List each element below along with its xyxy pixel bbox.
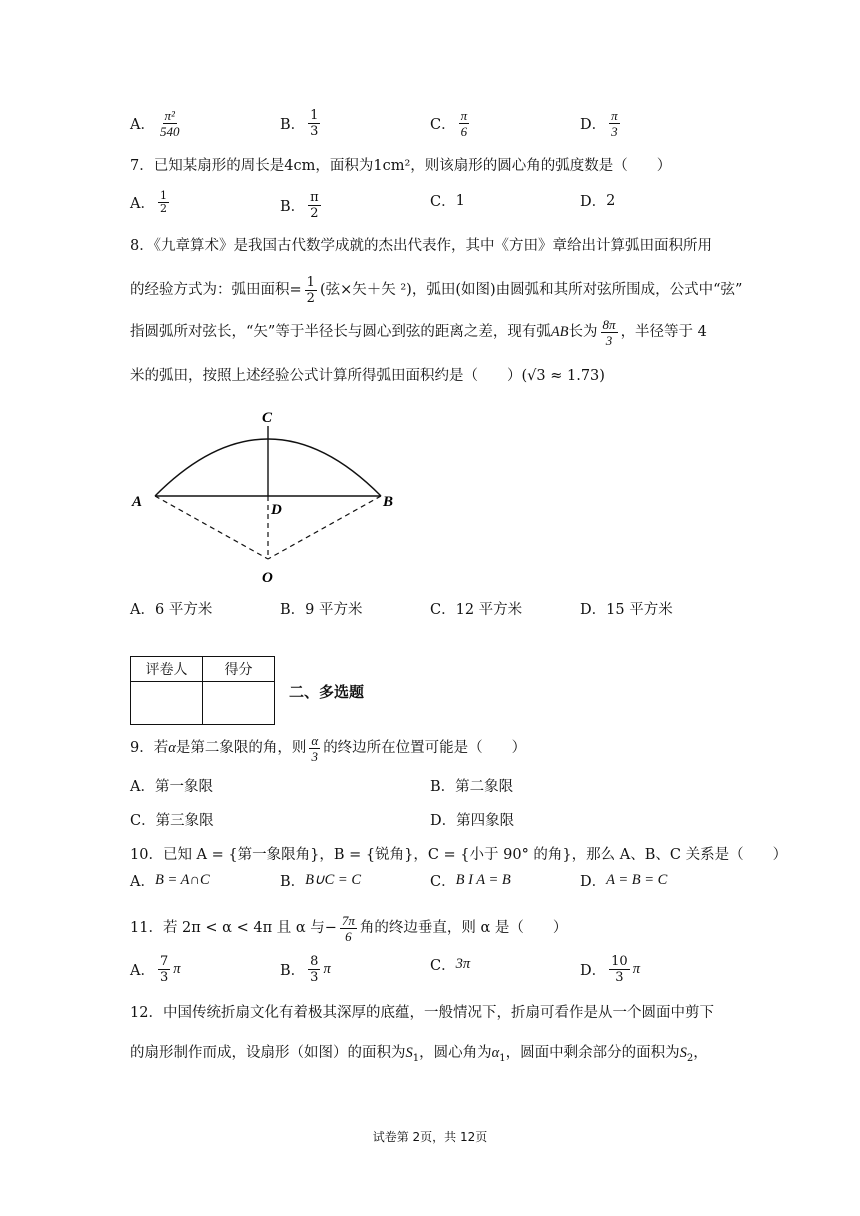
q8-option-a[interactable]: A． 6 平方米 (130, 602, 213, 618)
q10-options (0, 870, 860, 906)
q7-option-d[interactable]: D． 2 (580, 192, 616, 210)
q10-stem: 10．已知 A = {第一象限角}，B = {锐角}，C = {小于 90° 的角}，那么 A、B、C 关系是（ ） (130, 847, 788, 863)
q6-option-b[interactable]: B． $\frac{1}{3}$ (280, 108, 319, 139)
q10-option-a[interactable]: A． B = A∩C (130, 872, 210, 890)
q8-option-c[interactable]: C． 12 平方米 (430, 602, 523, 618)
label-c: C (262, 410, 273, 426)
q8-option-b[interactable]: B． 9 平方米 (280, 602, 363, 618)
score-table-score-cell[interactable] (203, 682, 275, 725)
q9-option-a[interactable]: A．第一象限 (130, 779, 213, 795)
q11-option-a[interactable]: A． $\frac{7}{3}$ π (130, 954, 181, 985)
q7-option-c[interactable]: C． 1 (430, 192, 465, 210)
q9-option-b[interactable]: B．第二象限 (430, 779, 514, 795)
score-table-grader-cell[interactable] (131, 682, 203, 725)
q11-option-b[interactable]: B． $\frac{8}{3}$ π (280, 954, 331, 985)
q9-stem: 9．若 α 是第二象限的角，则 $\frac{\alpha}{3}$ 的终边所在位置可能是（ ） (130, 732, 527, 764)
label-d: D (271, 502, 282, 518)
q6-option-a[interactable]: A． $\frac{\text{π²}}{540}$ (130, 108, 180, 139)
q6-option-d[interactable]: D． $\frac{\pi}{3}$ (580, 108, 618, 139)
q8-line-3: 指圆弧所对弦长，“矢”等于半径长与圆心到弦的距离之差，现有弧 AB 长为 $\frac{8\pi}{3}$ ，半径等于 4 (130, 316, 707, 348)
section-title: 二、多选题 (289, 683, 365, 701)
q7-options (0, 190, 860, 226)
q6-options (0, 108, 860, 144)
q8-options (0, 598, 860, 634)
score-table-header-score: 得分 (203, 657, 275, 682)
q9-option-c[interactable]: C．第三象限 (130, 813, 214, 829)
score-table (130, 656, 275, 725)
q10-option-c[interactable]: C． B I A = B (430, 872, 511, 890)
q7-stem: 7．已知某扇形的周长是4cm，面积为1cm²，则该扇形的圆心角的弧度数是（ ） (130, 158, 672, 174)
segment-bo (268, 496, 381, 559)
q12-line-2: 的扇形制作而成，设扇形（如图）的面积为$S_1$，圆心角为$\alpha_1$，圆面中剩余部分的面积为$S_2$， (130, 1045, 708, 1064)
q8-line-2: 的经验方式为：弧田面积 = $\frac{1}{2}$ (弦×矢＋矢 ²)，弧田(如图)由圆弧和其所对弦所围成，公式中“弦” (130, 274, 743, 306)
label-o: O (262, 570, 273, 586)
q10-option-d[interactable]: D． A = B = C (580, 872, 668, 890)
q8-line-1: 8．《九章算术》是我国古代数学成就的杰出代表作，其中《方田》章给出计算弧田面积所用 (130, 238, 712, 254)
q10-option-b[interactable]: B． B∪C = C (280, 872, 362, 890)
q8-option-d[interactable]: D． 15 平方米 (580, 602, 673, 618)
q8-line-4: 米的弧田，按照上述经验公式计算所得弧田面积约是（ ）(√3 ≈ 1.73) (130, 368, 605, 384)
segment-ao (155, 496, 268, 559)
q7-option-b[interactable]: B． $\frac{\pi}{2}$ (280, 190, 319, 221)
arc-field-figure (125, 404, 405, 594)
page-footer: 试卷第 2页，共 12页 (372, 1130, 488, 1144)
q11-option-c[interactable]: C． 3π (430, 956, 471, 974)
score-table-header-grader: 评卷人 (131, 657, 203, 682)
q7-option-a[interactable]: A． $\frac{1}{2}$ (130, 189, 167, 215)
label-b: B (383, 494, 394, 510)
q6-option-c[interactable]: C． $\frac{\pi}{6}$ (430, 108, 468, 139)
q11-option-d[interactable]: D． $\frac{10}{3}$ π (580, 954, 640, 985)
q9-option-d[interactable]: D．第四象限 (430, 813, 515, 829)
q11-stem: 11．若 2π < α < 4π 且 α 与 − $\frac{7\pi}{6}$ 角的终边垂直，则 α 是（ ） (130, 912, 568, 944)
q11-options (0, 954, 860, 990)
q12-line-1: 12．中国传统折扇文化有着极其深厚的底蕴，一般情况下，折扇可看作是从一个圆面中剪下 (130, 1005, 714, 1021)
label-a: A (132, 494, 143, 510)
